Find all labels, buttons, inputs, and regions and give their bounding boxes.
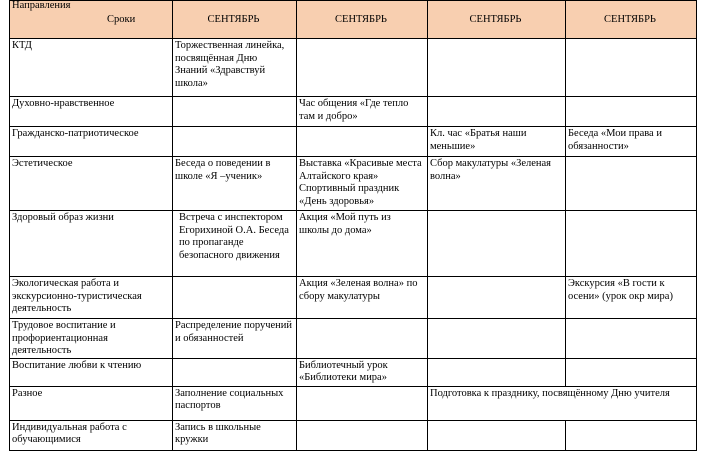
row-week-3-4-merged: Подготовка к празднику, посвящённому Дню учителя [428,386,697,420]
row-week-1: Запись в школьные кружки [173,420,297,450]
row-week-1 [173,97,297,127]
row-week-1: Заполнение социальных паспортов [173,386,297,420]
row-week-4: Экскурсия «В гости к осени» (урок окр мира) [566,277,697,319]
header-terms: Сроки [107,14,136,25]
table-row [10,386,697,420]
row-week-4 [566,358,697,386]
row-week-2: Выставка «Красивые места Алтайского края» Спортивный праздник «День здоровья» [297,157,428,211]
row-direction: Экологическая работа и экскурсионно-туристическая деятельность [10,277,173,319]
row-week-4 [566,157,697,211]
header-corner-cell [10,1,173,39]
row-week-1 [173,127,297,157]
row-week-2 [297,420,428,450]
header-directions: Направления [12,0,71,11]
row-week-2: Библиотечный урок «Библиотеки мира» [297,358,428,386]
row-week-2 [297,319,428,359]
row-week-1: Встреча с инспектором Егорихиной О.А. Беседа по пропаганде безопасного движения [173,211,297,277]
row-week-4 [566,39,697,97]
table-header-row [10,1,697,39]
row-week-2: Час общения «Где тепло там и добро» [297,97,428,127]
table-row [10,97,697,127]
table-row [10,277,697,319]
row-week-2: Акция «Мой путь из школы до дома» [297,211,428,277]
row-week-2 [297,127,428,157]
row-direction: Здоровый образ жизни [10,211,173,277]
table-row [10,319,697,359]
row-direction: Воспитание любви к чтению [10,358,173,386]
row-direction: Духовно-нравственное [10,97,173,127]
row-week-1 [173,277,297,319]
table-row [10,157,697,211]
row-week-4 [566,97,697,127]
row-direction: Эстетическое [10,157,173,211]
table-row [10,211,697,277]
table-row [10,420,697,450]
row-week-4 [566,211,697,277]
row-week-2: Акция «Зеленая волна» по сбору макулатуры [297,277,428,319]
row-week-3 [428,319,566,359]
education-plan-table [9,0,697,451]
row-week-2 [297,386,428,420]
row-week-3 [428,39,566,97]
row-direction: Гражданско-патриотическое [10,127,173,157]
row-week-3: Сбор макулатуры «Зеленая волна» [428,157,566,211]
row-week-1: Распределение поручений и обязанностей [173,319,297,359]
row-week-3 [428,420,566,450]
row-week-1: Торжественная линейка, посвящённая Дню Знаний «Здравствуй школа» [173,39,297,97]
header-month-4: СЕНТЯБРЬ [566,1,697,39]
row-week-4 [566,420,697,450]
row-week-2 [297,39,428,97]
row-week-4: Беседа «Мои права и обязанности» [566,127,697,157]
row-week-3 [428,211,566,277]
row-week-3 [428,277,566,319]
header-month-2: СЕНТЯБРЬ [297,1,428,39]
header-month-3: СЕНТЯБРЬ [428,1,566,39]
table-row [10,39,697,97]
row-direction: Трудовое воспитание и профориентационная деятельность [10,319,173,359]
row-direction: Разное [10,386,173,420]
row-direction: Индивидуальная работа с обучающимися [10,420,173,450]
row-week-1 [173,358,297,386]
row-week-4 [566,319,697,359]
row-week-1: Беседа о поведении в школе «Я –ученик» [173,157,297,211]
row-week-3: Кл. час «Братья наши меньшие» [428,127,566,157]
table-row [10,127,697,157]
plan-table-wrapper [9,0,697,451]
row-week-3 [428,358,566,386]
row-week-3 [428,97,566,127]
table-row [10,358,697,386]
header-month-1: СЕНТЯБРЬ [173,1,297,39]
row-direction: КТД [10,39,173,97]
